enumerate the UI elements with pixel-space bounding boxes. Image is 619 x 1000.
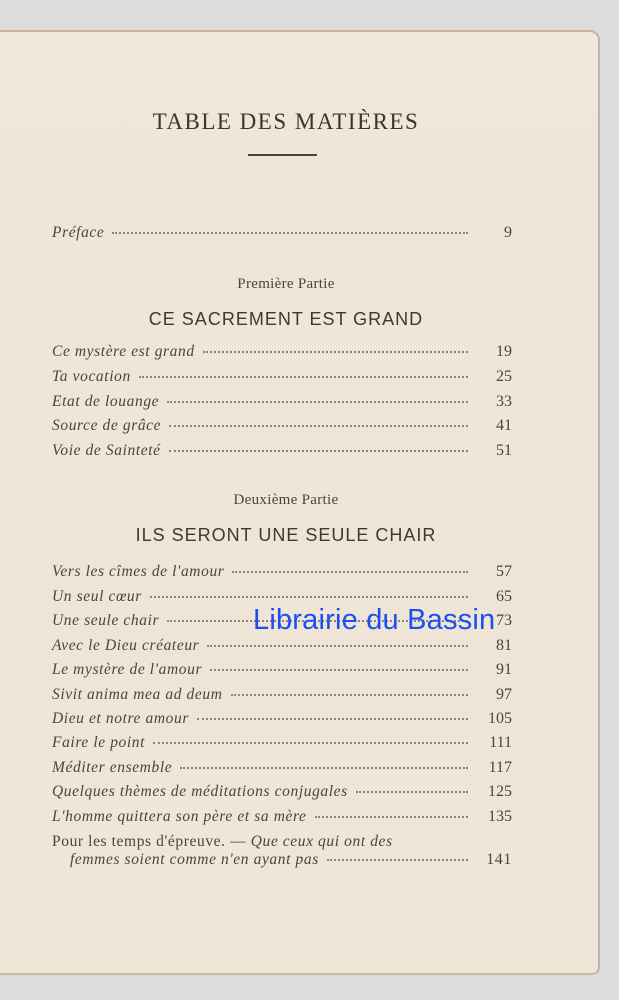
entry-label: Dieu et notre amour [52, 710, 189, 727]
entry-label-roman: Pour les temps d'épreuve. — [52, 833, 247, 850]
leader-dots [232, 570, 468, 573]
toc-entry [52, 661, 512, 679]
entry-label: Ta vocation [52, 368, 131, 385]
entry-label-italic: Que ceux qui ont des [250, 833, 393, 850]
entry-label: Voie de Sainteté [52, 442, 161, 459]
entry-page: 19 [496, 343, 512, 360]
entry-page: 73 [496, 612, 512, 629]
leader-dots [150, 595, 468, 598]
leader-dots [210, 668, 468, 671]
leader-dots [139, 375, 468, 378]
leader-dots [169, 449, 468, 452]
leader-dots [112, 231, 468, 234]
entry-label: L'homme quittera son père et sa mère [52, 808, 307, 825]
entry-page: 51 [496, 442, 512, 459]
leader-dots [207, 644, 468, 647]
entry-page: 141 [486, 851, 512, 868]
entry-page: 135 [488, 808, 512, 825]
entry-page: 111 [489, 734, 512, 751]
toc-entry [52, 710, 512, 728]
leader-dots [169, 424, 468, 427]
toc-entry [52, 637, 512, 655]
entry-label: Source de grâce [52, 417, 162, 434]
entry-label: Un seul cœur [52, 588, 142, 605]
entry-page: 81 [496, 637, 512, 654]
leader-dots [315, 815, 468, 818]
entry-label: Une seule chair [52, 612, 160, 629]
toc-entry [52, 759, 512, 777]
toc-entry [52, 368, 512, 386]
entry-label-line2 [52, 851, 512, 869]
leader-dots [180, 766, 468, 769]
entry-label: Etat de louange [52, 393, 160, 410]
toc-entry [52, 417, 512, 435]
toc-entry [52, 343, 512, 361]
entry-page: 33 [496, 393, 512, 410]
page-title: TABLE DES MATIÈRES [152, 109, 420, 134]
entry-page: 97 [496, 686, 512, 703]
toc-entry [52, 563, 512, 581]
leader-dots [327, 858, 468, 861]
entry-page: 9 [504, 224, 512, 241]
part-title: CE SACREMENT EST GRAND [148, 309, 424, 329]
toc-entry [52, 393, 512, 411]
part-label: Première Partie [237, 276, 335, 292]
entry-page: 57 [496, 563, 512, 580]
toc-entry [52, 783, 512, 801]
entry-label: Faire le point [52, 734, 146, 751]
entry-label: Vers les cîmes de l'amour [52, 563, 225, 580]
entry-page: 91 [496, 661, 512, 678]
entry-page: 105 [488, 710, 512, 727]
title-divider [248, 154, 317, 156]
toc-entry [52, 442, 512, 460]
entry-label: Avec le Dieu créateur [52, 637, 200, 654]
leader-dots [231, 693, 469, 696]
part-label: Deuxième Partie [233, 492, 339, 508]
entry-label: Méditer ensemble [52, 759, 173, 776]
leader-dots [167, 400, 468, 403]
toc-entry-multiline [52, 833, 512, 869]
toc-entry-preface [52, 224, 512, 242]
entry-page: 41 [496, 417, 512, 434]
entry-page: 117 [488, 759, 512, 776]
entry-label: Le mystère de l'amour [52, 661, 203, 678]
entry-label-italic: femmes soient comme n'en ayant pas [70, 851, 319, 868]
entry-label: Quelques thèmes de méditations conjugales [52, 783, 348, 800]
leader-dots [153, 741, 468, 744]
entry-label: Ce mystère est grand [52, 343, 195, 360]
leader-dots [356, 790, 468, 793]
part-title: ILS SERONT UNE SEULE CHAIR [135, 525, 437, 545]
entry-label: Sivit anima mea ad deum [52, 686, 223, 703]
toc-entry [52, 686, 512, 704]
entry-page: 125 [488, 783, 512, 800]
entry-page: 65 [496, 588, 512, 605]
toc-entry [52, 808, 512, 826]
leader-dots [203, 350, 468, 353]
toc-entry [52, 734, 512, 752]
entry-label-line1 [52, 833, 512, 851]
entry-label: Préface [52, 224, 105, 241]
leader-dots [197, 717, 468, 720]
watermark: Librairie du Bassin [253, 604, 496, 636]
entry-page: 25 [496, 368, 512, 385]
